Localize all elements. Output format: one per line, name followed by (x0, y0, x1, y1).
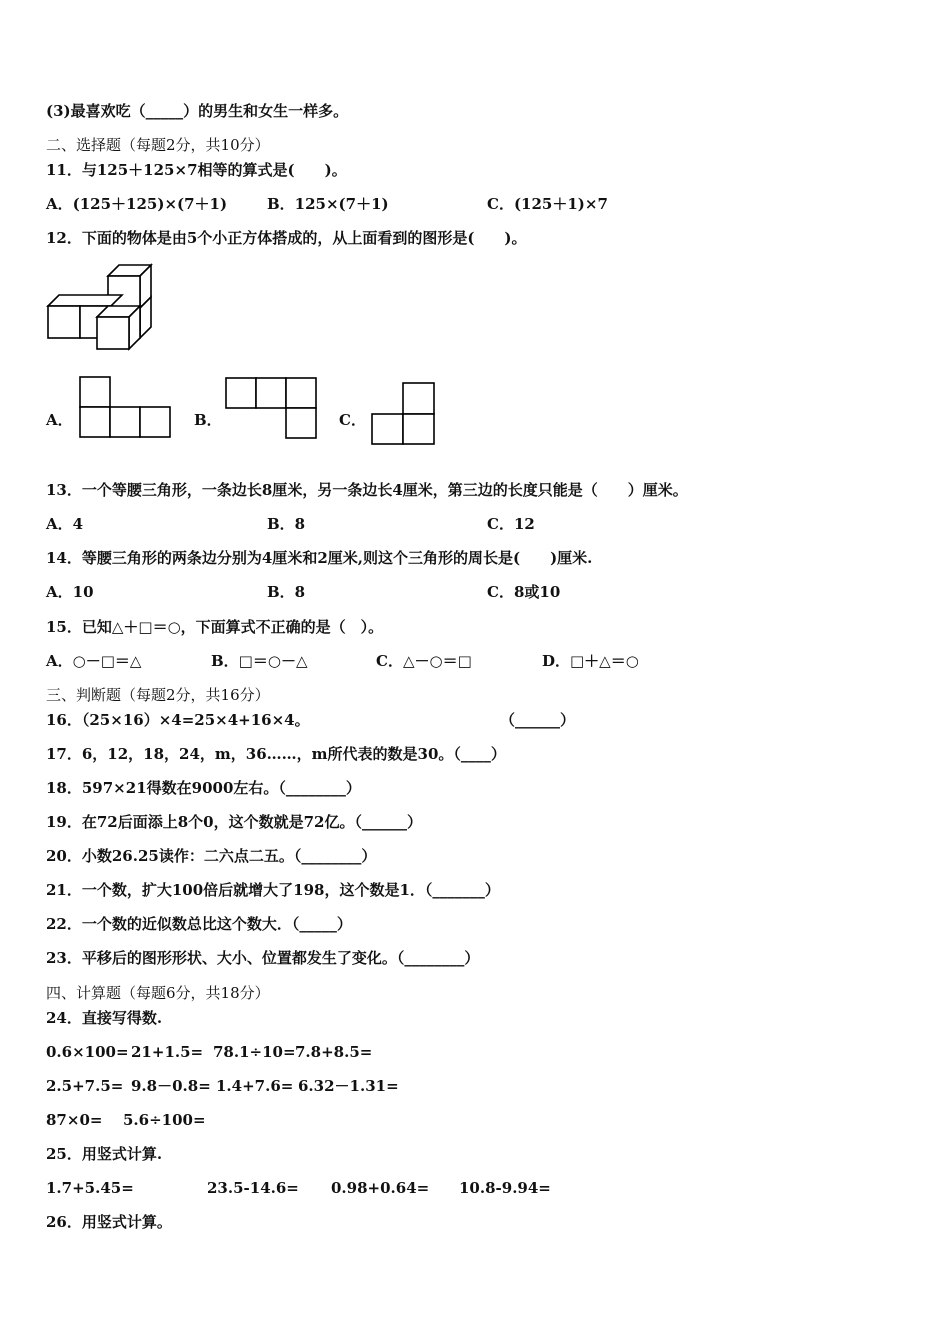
q24-item: 1.4+7.6= (216, 1077, 294, 1095)
q13-option-b: B．8 (267, 515, 306, 533)
q16-text: 16．（25×16）×4=25×4+16×4。 (46, 711, 310, 729)
q15-option-a: A．○－□＝△ (46, 652, 142, 670)
q12-shape-c (371, 382, 435, 445)
q24-item: 9.8－0.8= (131, 1077, 211, 1095)
q16-blank: （______） (500, 711, 576, 729)
q11-stem: 11．与125＋125×7相等的算式是( )。 (46, 161, 347, 179)
q12-stem: 12．下面的物体是由5个小正方体搭成的，从上面看到的图形是( )。 (46, 229, 527, 247)
q11-option-b: B．125×(7＋1) (267, 195, 389, 213)
q23: 23．平移后的图形形状、大小、位置都发生了变化。（________） (46, 949, 480, 967)
q13-stem: 13．一个等腰三角形，一条边长8厘米，另一条边长4厘米，第三边的长度只能是（ ）厘米。 (46, 481, 688, 499)
section4-heading: 四、计算题（每题6分，共18分） (46, 984, 270, 1002)
q24-item: 0.6×100= (46, 1043, 129, 1061)
q14-option-a: A．10 (46, 583, 94, 601)
q12-shape-b (225, 377, 317, 439)
q24-item: 87×0= (46, 1111, 103, 1129)
q14-option-c: C．8或10 (487, 583, 561, 601)
q12-option-c: C． (339, 411, 366, 429)
q17: 17．6，12，18，24，m，36……，m所代表的数是30。（____） (46, 745, 506, 763)
q24-stem: 24．直接写得数. (46, 1009, 163, 1027)
q12-cube-figure (44, 262, 156, 354)
q15-stem: 15．已知△＋□＝○，下面算式不正确的是（ ）。 (46, 618, 384, 636)
q12-option-a: A． (46, 411, 73, 429)
q13-option-c: C．12 (487, 515, 535, 533)
q12-shape-a (79, 376, 171, 438)
q18: 18．597×21得数在9000左右。（________） (46, 779, 361, 797)
q10-part3: (3)最喜欢吃（_____）的男生和女生一样多。 (46, 102, 349, 120)
q24-item: 6.32－1.31= (298, 1077, 399, 1095)
q14-option-b: B．8 (267, 583, 306, 601)
q24-item: 78.1÷10= (213, 1043, 296, 1061)
q25-item: 0.98+0.64= (331, 1179, 430, 1197)
q25-item: 10.8-9.94= (459, 1179, 551, 1197)
q11-option-c: C．(125＋1)×7 (487, 195, 608, 213)
section3-heading: 三、判断题（每题2分，共16分） (46, 686, 270, 704)
q24-item: 5.6÷100= (123, 1111, 206, 1129)
q25-item: 1.7+5.45= (46, 1179, 134, 1197)
q26-stem: 26．用竖式计算。 (46, 1213, 172, 1231)
q24-item: 2.5+7.5= (46, 1077, 124, 1095)
q11-option-a: A．(125＋125)×(7＋1) (46, 195, 228, 213)
q22: 22．一个数的近似数总比这个数大．（_____） (46, 915, 352, 933)
q20: 20．小数26.25读作：二六点二五。（________） (46, 847, 377, 865)
q15-option-b: B．□＝○－△ (211, 652, 308, 670)
q24-item: 7.8+8.5= (295, 1043, 373, 1061)
section2-heading: 二、选择题（每题2分，共10分） (46, 136, 270, 154)
q19: 19．在72后面添上8个0，这个数就是72亿。（______） (46, 813, 422, 831)
q21: 21．一个数，扩大100倍后就增大了198，这个数是1．（_______） (46, 881, 500, 899)
q13-option-a: A．4 (46, 515, 84, 533)
q24-item: 21+1.5= (131, 1043, 204, 1061)
q14-stem: 14．等腰三角形的两条边分别为4厘米和2厘米,则这个三角形的周长是( )厘米. (46, 549, 593, 567)
q15-option-d: D．□＋△＝○ (542, 652, 639, 670)
q12-option-b: B． (194, 411, 222, 429)
q25-stem: 25．用竖式计算. (46, 1145, 163, 1163)
q15-option-c: C．△－○＝□ (376, 652, 472, 670)
q25-item: 23.5-14.6= (207, 1179, 299, 1197)
